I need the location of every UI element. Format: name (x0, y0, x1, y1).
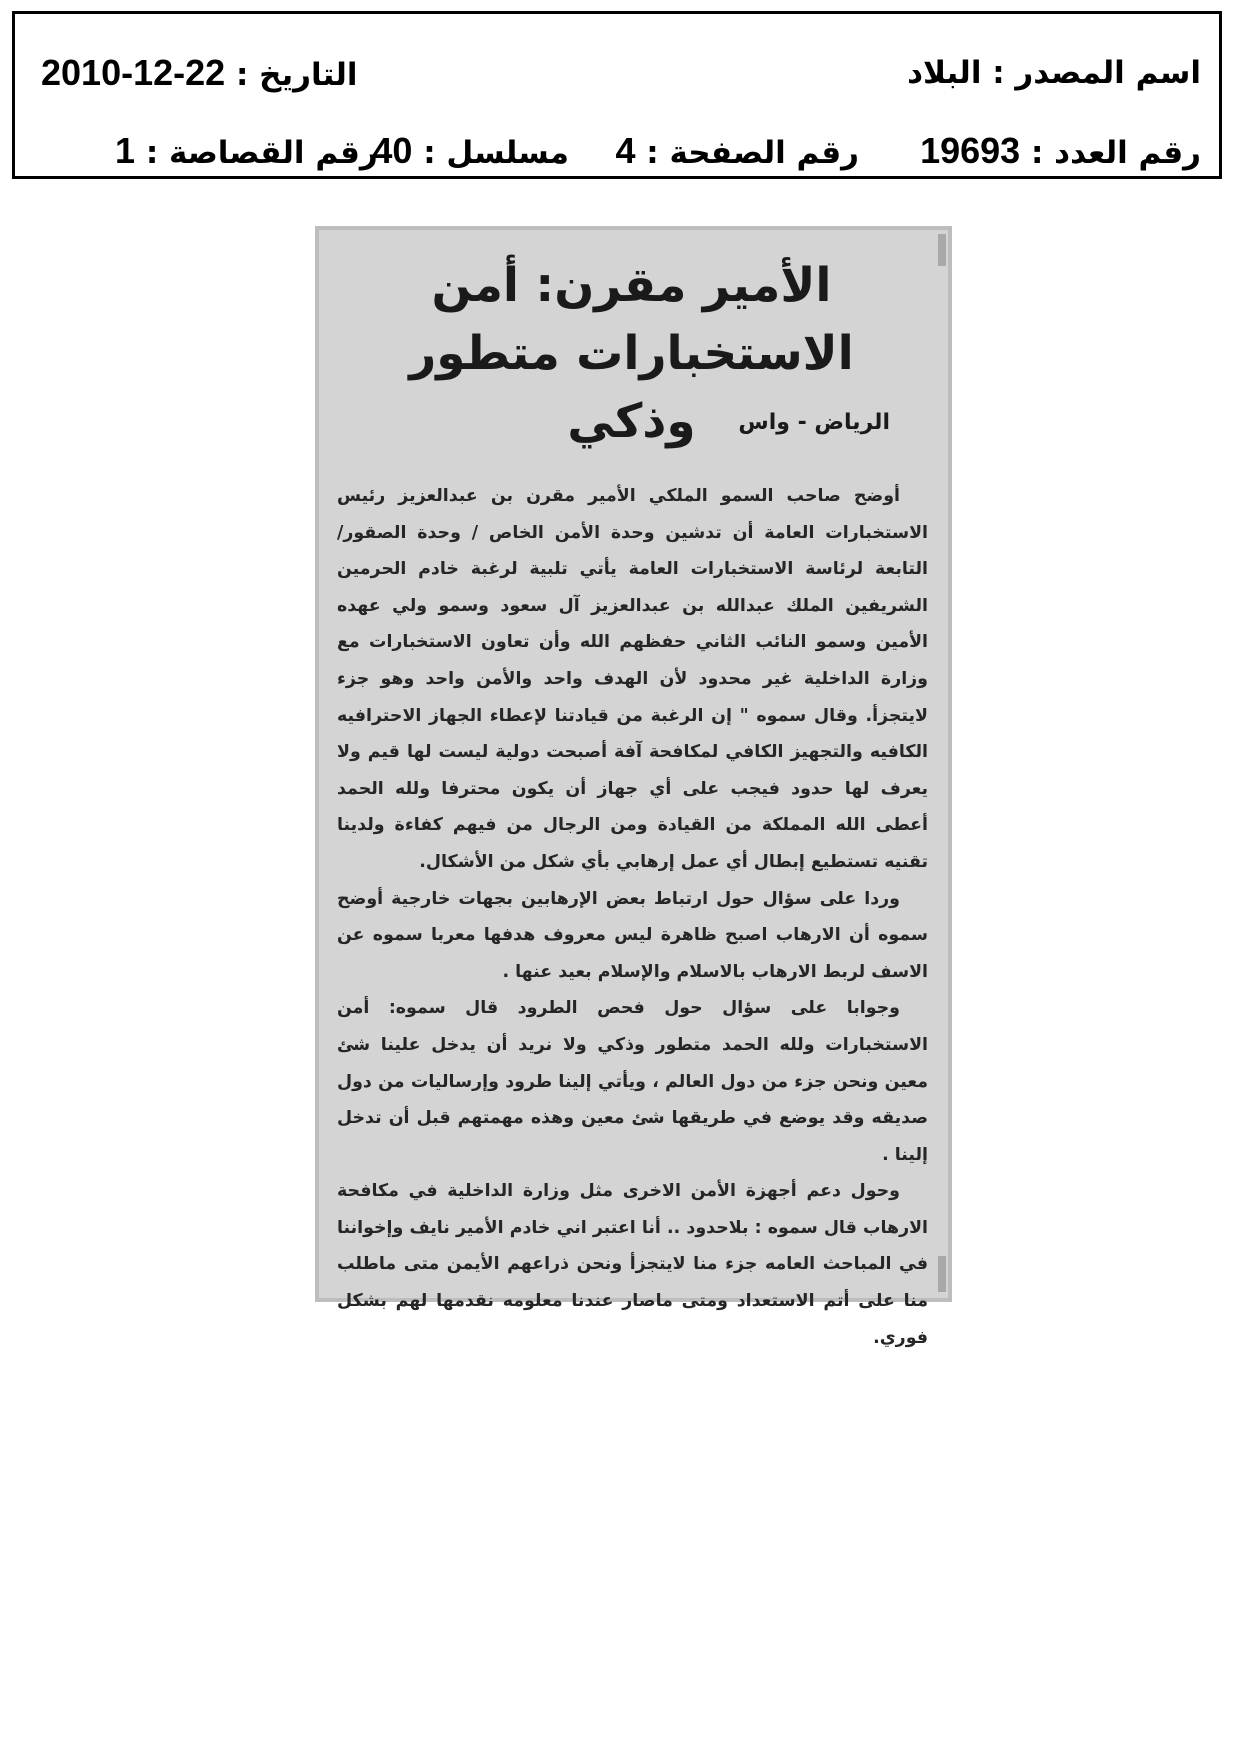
clipping-number-field (115, 126, 378, 178)
clipping-edge-bottom (938, 1256, 946, 1292)
article-paragraph: وردا على سؤال حول ارتباط بعض الإرهابين بجهات خارجية أوضح سموه أن الارهاب اصبح ظاهرة ليس معروف هدفها معربا سموه عن الاسف لربط الارهاب بالاسلام والإسلام بعيد عنها . (337, 888, 928, 982)
date-label: التاريخ : (235, 57, 358, 93)
issue-number-field (920, 126, 1201, 178)
article-dateline: الرياض - واس (738, 410, 890, 435)
serial-value: 40 (372, 130, 413, 171)
date-value: 2010-12-22 (41, 52, 226, 93)
serial-field (372, 126, 569, 178)
article-paragraph: وحول دعم أجهزة الأمن الاخرى مثل وزارة الداخلية في مكافحة الارهاب قال سموه : بلاحدود .. أنا اعتبر اني خادم الأمير نايف وإخواننا في المباحث العامه جزء منا لايتجزأ ونحن ذراعهم الأيمن متى ماطلب منا على أتم الاستعداد ومتى ماصار عندنا معلومه نقدمها لهم بشكل فوري. (337, 1181, 928, 1348)
issue-number-label: رقم العدد : (1030, 135, 1201, 171)
clipping-number-label: رقم القصاصة : (145, 135, 378, 171)
page-number-field (615, 126, 859, 178)
newspaper-clipping (315, 226, 952, 1348)
article-headline: الأمير مقرن: أمن الاستخبارات متطور وذكي (409, 258, 854, 449)
date-field (41, 48, 358, 100)
header-row-top (15, 48, 1219, 98)
article-paragraph: وجوابا على سؤال حول فحص الطرود قال سموه: أمن الاستخبارات ولله الحمد متطور وذكي ولا نريد أن يدخل علينا شئ معين ونحن جزء من دول العالم ، ويأتي إلينا طرود وإرساليات من دول صديقه وقد يوضع في طريقها شئ معين وهذه مهمتهم قبل أن تدخل إلينا . (337, 998, 928, 1165)
header-row-bottom (15, 126, 1219, 176)
article-body (337, 478, 928, 1356)
clipping-info-header (12, 11, 1222, 179)
clipping-edge-top (938, 234, 946, 266)
clipping-number-value: 1 (115, 130, 136, 171)
page-number-label: رقم الصفحة : (646, 135, 859, 171)
issue-number-value: 19693 (920, 130, 1021, 171)
serial-label: مسلسل : (423, 135, 569, 171)
source-name: اسم المصدر : البلاد (907, 55, 1201, 91)
article-paragraph: أوضح صاحب السمو الملكي الأمير مقرن بن عبدالعزيز رئيس الاستخبارات العامة أن تدشين وحدة الأمن الخاص / وحدة الصقور/ التابعة لرئاسة الاستخبارات العامة يأتي تلبية لرغبة خادم الحرمين الشريفين الملك عبدالله بن عبدالعزيز آل سعود وسمو ولي عهده الأمين وسمو النائب الثاني حفظهم الله وأن تعاون الاستخبارات مع وزارة الداخلية غير محدود لأن الهدف واحد والأمن واحد وهو جزء لايتجزأ. وقال سموه " إن الرغبة من قيادتنا لإعطاء الجهاز الاحترافيه الكافيه والتجهيز الكافي لمكافحة آفة أصبحت دولية ليست لها قيم ولا يعرف لها حدود فيجب على أي جهاز أن يكون محترفا ولله الحمد أعطى الله المملكة من القيادة ومن الرجال من فيهم كفاءة ولدينا تقنيه تستطيع إبطال أي عمل إرهابي بأي شكل من الأشكال. (337, 486, 928, 872)
page-number-value: 4 (615, 130, 636, 171)
